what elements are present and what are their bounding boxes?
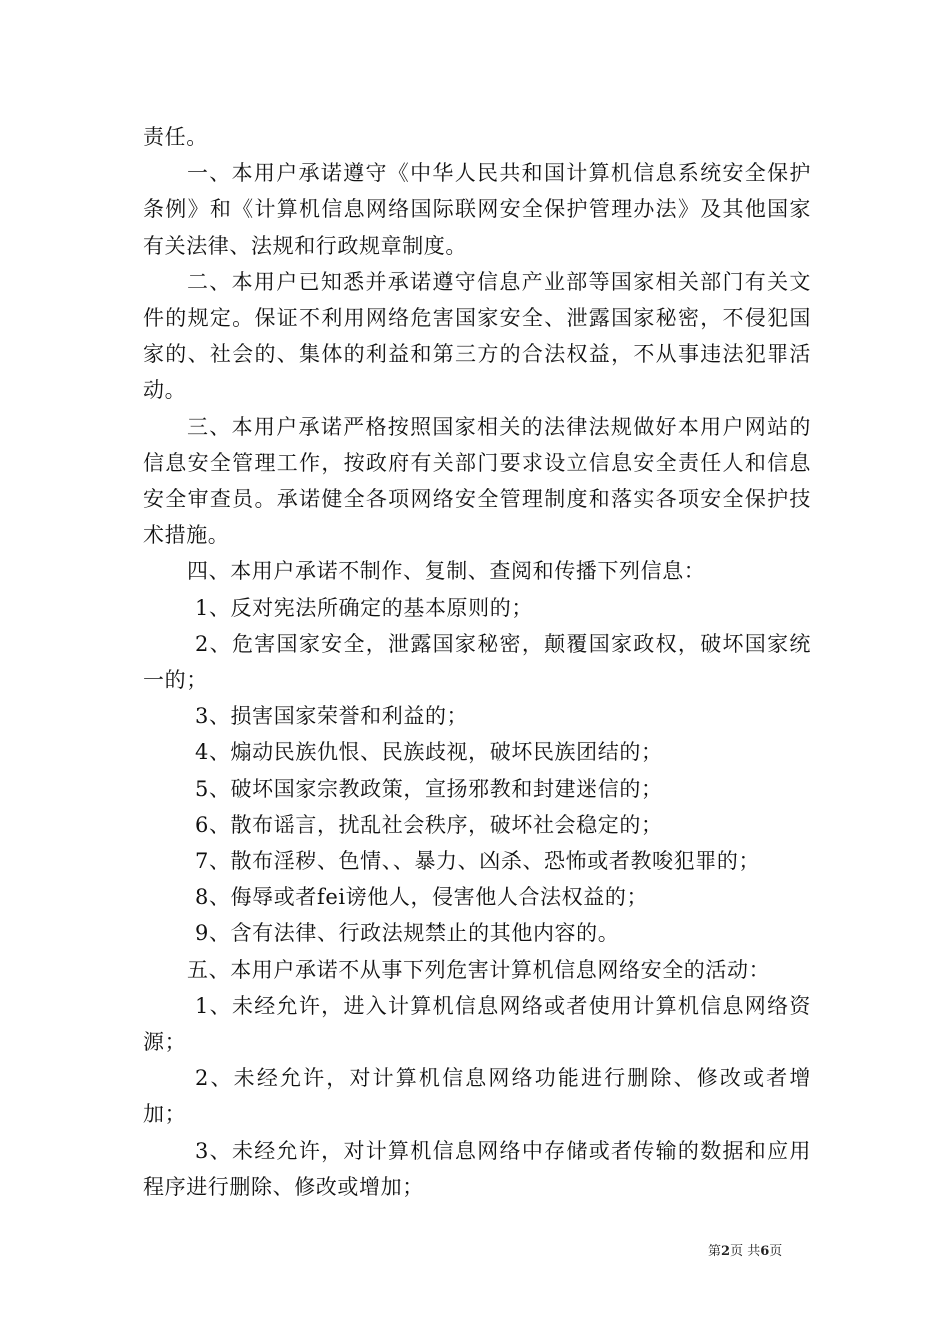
paragraph-continuation: 责任。 xyxy=(143,125,208,149)
paragraph-clause-1: 一、本用户承诺遵守《中华人民共和国计算机信息系统安全保护条例》和《计算机信息网络国际联网安全保护管理办法》及其他国家有关法律、法规和行政规章制度。 xyxy=(143,161,811,258)
footer-prefix: 第 xyxy=(708,1244,722,1259)
list-item: 7、散布淫秽、色情、、暴力、凶杀、恐怖或者教唆犯罪的； xyxy=(195,849,761,874)
total-pages-number: 6 xyxy=(760,1244,770,1259)
page-number-footer xyxy=(708,1244,818,1260)
list-item: 6、散布谣言，扰乱社会秩序，破坏社会稳定的； xyxy=(195,812,663,837)
list-item: 8、侮辱或者fei谤他人，侵害他人合法权益的； xyxy=(195,885,649,910)
footer-suffix: 页 xyxy=(769,1244,783,1259)
list-item: 1、反对宪法所确定的基本原则的； xyxy=(195,595,533,620)
paragraph-clause-5: 五、本用户承诺不从事下列危害计算机信息网络安全的活动： xyxy=(187,957,771,982)
list-item: 2、未经允许，对计算机信息网络功能进行删除、修改或者增加； xyxy=(143,1066,811,1127)
list-item: 5、破坏国家宗教政策，宣扬邪教和封建迷信的； xyxy=(195,776,663,801)
paragraph-clause-4: 四、本用户承诺不制作、复制、查阅和传播下列信息： xyxy=(187,559,706,584)
list-item: 1、未经允许，进入计算机信息网络或者使用计算机信息网络资源； xyxy=(143,993,811,1055)
paragraph-clause-2: 二、本用户已知悉并承诺遵守信息产业部等国家相关部门有关文件的规定。保证不利用网络危害国家安全、泄露国家秘密，不侵犯国家的、社会的、集体的利益和第三方的合法权益，不从事违法犯罪活动。 xyxy=(143,269,811,403)
list-item: 3、未经允许，对计算机信息网络中存储或者传输的数据和应用程序进行删除、修改或增加； xyxy=(143,1138,811,1199)
current-page-number: 2 xyxy=(721,1244,731,1259)
document-body xyxy=(143,119,811,1205)
list-item: 3、损害国家荣誉和利益的； xyxy=(195,704,469,729)
list-item: 4、煽动民族仇恨、民族歧视，破坏民族团结的； xyxy=(195,740,663,765)
list-item: 9、含有法律、行政法规禁止的其他内容的。 xyxy=(195,921,620,946)
paragraph-clause-3: 三、本用户承诺严格按照国家相关的法律法规做好本用户网站的信息安全管理工作，按政府有关部门要求设立信息安全责任人和信息安全审查员。承诺健全各项网络安全管理制度和落实各项安全保护技术措施。 xyxy=(143,414,811,548)
footer-middle: 页 共 xyxy=(730,1244,761,1259)
list-item: 2、危害国家安全，泄露国家秘密，颠覆国家政权，破坏国家统一的； xyxy=(143,631,811,693)
